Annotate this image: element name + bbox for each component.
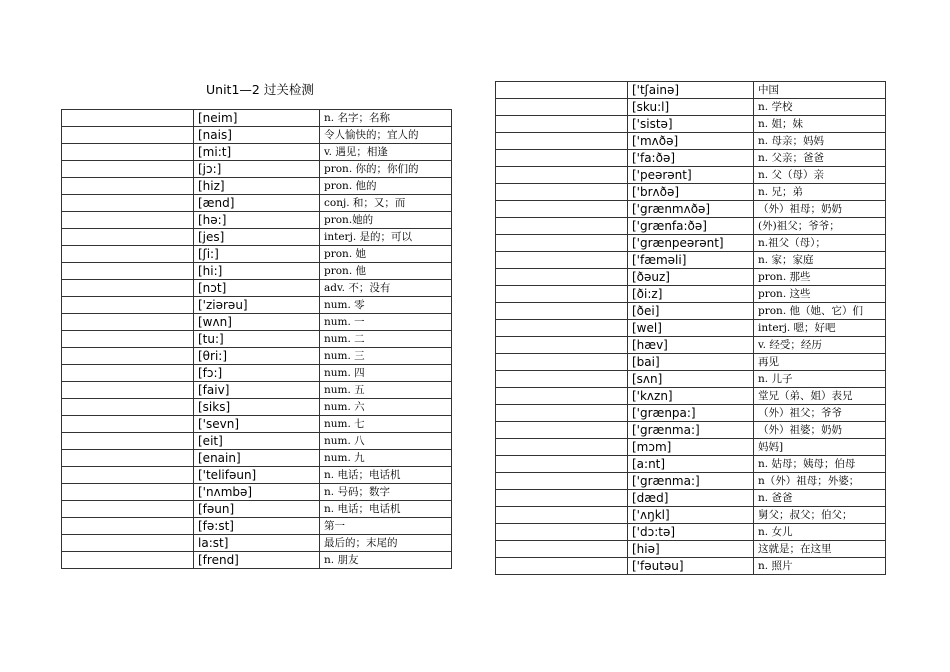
meaning-cell: n. 照片 — [754, 558, 886, 575]
table-row — [62, 348, 452, 365]
phonetic-cell: ['peərənt] — [628, 167, 754, 184]
meaning-cell: n. 母亲；妈妈 — [754, 133, 886, 150]
phonetic-cell: [enain] — [194, 450, 320, 467]
meaning-cell: pron. 他（她、它）们 — [754, 303, 886, 320]
phonetic-cell: [bai] — [628, 354, 754, 371]
phonetic-cell: ['ʌŋkl] — [628, 507, 754, 524]
meaning-cell: n. 父（母）亲 — [754, 167, 886, 184]
table-row — [62, 518, 452, 535]
word-cell — [496, 286, 628, 303]
table-row — [496, 473, 886, 490]
word-cell — [496, 524, 628, 541]
meaning-cell: n. 名字；名称 — [320, 110, 452, 127]
meaning-cell: num. 九 — [320, 450, 452, 467]
meaning-cell: 再见 — [754, 354, 886, 371]
meaning-cell: n.祖父（母）； — [754, 235, 886, 252]
meaning-cell: num. 八 — [320, 433, 452, 450]
table-row — [62, 365, 452, 382]
word-cell — [62, 314, 194, 331]
word-cell — [496, 541, 628, 558]
meaning-cell: (外)祖父；爷爷； — [754, 218, 886, 235]
phonetic-cell: [hə:] — [194, 212, 320, 229]
phonetic-cell: ['dɔ:tə] — [628, 524, 754, 541]
table-row — [62, 212, 452, 229]
phonetic-cell: [hi:] — [194, 263, 320, 280]
meaning-cell: 中国 — [754, 82, 886, 99]
phonetic-cell: ['grænfa:ðə] — [628, 218, 754, 235]
word-cell — [62, 416, 194, 433]
table-row — [496, 456, 886, 473]
word-cell — [496, 167, 628, 184]
meaning-cell: n. 朋友 — [320, 552, 452, 569]
phonetic-cell: [tu:] — [194, 331, 320, 348]
word-cell — [62, 467, 194, 484]
word-cell — [62, 229, 194, 246]
word-cell — [62, 246, 194, 263]
table-row — [496, 558, 886, 575]
phonetic-cell: [dæd] — [628, 490, 754, 507]
word-cell — [496, 150, 628, 167]
word-cell — [62, 280, 194, 297]
word-cell — [62, 399, 194, 416]
word-cell — [62, 518, 194, 535]
phonetic-cell: [wel] — [628, 320, 754, 337]
phonetic-cell: ['tʃainə] — [628, 82, 754, 99]
meaning-cell: n. 兄；弟 — [754, 184, 886, 201]
meaning-cell: n（外）祖母；外婆； — [754, 473, 886, 490]
word-cell — [62, 552, 194, 569]
phonetic-cell: [fɔ:] — [194, 365, 320, 382]
phonetic-cell: [θri:] — [194, 348, 320, 365]
table-row — [496, 116, 886, 133]
word-cell — [496, 303, 628, 320]
meaning-cell: n. 儿子 — [754, 371, 886, 388]
table-row — [496, 439, 886, 456]
table-row — [62, 178, 452, 195]
phonetic-cell: ['fəutəu] — [628, 558, 754, 575]
meaning-cell: n. 电话；电话机 — [320, 467, 452, 484]
word-cell — [496, 456, 628, 473]
word-cell — [62, 433, 194, 450]
phonetic-cell: ['grænma:] — [628, 473, 754, 490]
phonetic-cell: [faiv] — [194, 382, 320, 399]
meaning-cell: num. 五 — [320, 382, 452, 399]
meaning-cell: pron.她的 — [320, 212, 452, 229]
meaning-cell: n. 号码；数字 — [320, 484, 452, 501]
word-cell — [62, 212, 194, 229]
word-cell — [496, 320, 628, 337]
phonetic-cell: [jes] — [194, 229, 320, 246]
meaning-cell: n. 家；家庭 — [754, 252, 886, 269]
phonetic-cell: [siks] — [194, 399, 320, 416]
word-cell — [496, 218, 628, 235]
vocab-table-left — [61, 109, 452, 569]
meaning-cell: （外）祖父；爷爷 — [754, 405, 886, 422]
word-cell — [62, 365, 194, 382]
page-title: Unit1—2 过关检测 — [206, 82, 314, 97]
table-row — [62, 229, 452, 246]
table-row — [496, 133, 886, 150]
table-row — [496, 320, 886, 337]
word-cell — [496, 82, 628, 99]
table-row — [62, 484, 452, 501]
meaning-cell: n. 父亲；爸爸 — [754, 150, 886, 167]
meaning-cell: （外）祖婆；奶奶 — [754, 422, 886, 439]
phonetic-cell: [sʌn] — [628, 371, 754, 388]
phonetic-cell: [a:nt] — [628, 456, 754, 473]
phonetic-cell: [mi:t] — [194, 144, 320, 161]
phonetic-cell: ['sevn] — [194, 416, 320, 433]
table-row — [62, 382, 452, 399]
table-row — [496, 269, 886, 286]
phonetic-cell: [sku:l] — [628, 99, 754, 116]
meaning-cell: 最后的；末尾的 — [320, 535, 452, 552]
table-row — [62, 399, 452, 416]
table-row — [62, 144, 452, 161]
word-cell — [62, 450, 194, 467]
table-row — [496, 303, 886, 320]
meaning-cell: v. 遇见；相逢 — [320, 144, 452, 161]
meaning-cell: adv. 不；没有 — [320, 280, 452, 297]
phonetic-cell: ['mʌðə] — [628, 133, 754, 150]
meaning-cell: num. 七 — [320, 416, 452, 433]
word-cell — [62, 263, 194, 280]
meaning-cell: 堂兄（弟、姐）表兄 — [754, 388, 886, 405]
table-row — [496, 99, 886, 116]
phonetic-cell: [jɔ:] — [194, 161, 320, 178]
table-row — [496, 184, 886, 201]
table-row — [496, 354, 886, 371]
word-cell — [496, 354, 628, 371]
phonetic-cell: ['grænpa:] — [628, 405, 754, 422]
meaning-cell: n. 电话；电话机 — [320, 501, 452, 518]
phonetic-cell: [neim] — [194, 110, 320, 127]
meaning-cell: conj. 和；又；而 — [320, 195, 452, 212]
phonetic-cell: ['kʌzn] — [628, 388, 754, 405]
meaning-cell: num. 零 — [320, 297, 452, 314]
word-cell — [496, 422, 628, 439]
word-cell — [62, 297, 194, 314]
word-cell — [62, 331, 194, 348]
meaning-cell: （外）祖母；奶奶 — [754, 201, 886, 218]
word-cell — [62, 195, 194, 212]
table-row — [496, 218, 886, 235]
word-cell — [496, 184, 628, 201]
table-row — [62, 314, 452, 331]
phonetic-cell: ['ziərəu] — [194, 297, 320, 314]
word-cell — [62, 161, 194, 178]
meaning-cell: n. 爸爸 — [754, 490, 886, 507]
word-cell — [62, 348, 194, 365]
meaning-cell: num. 一 — [320, 314, 452, 331]
meaning-cell: v. 经受；经历 — [754, 337, 886, 354]
table-row — [496, 252, 886, 269]
phonetic-cell: ['telifəun] — [194, 467, 320, 484]
word-cell — [62, 144, 194, 161]
table-row — [496, 167, 886, 184]
meaning-cell: pron. 你的；你们的 — [320, 161, 452, 178]
meaning-cell: num. 四 — [320, 365, 452, 382]
phonetic-cell: ['sistə] — [628, 116, 754, 133]
table-row — [62, 501, 452, 518]
phonetic-cell: [frend] — [194, 552, 320, 569]
table-row — [496, 422, 886, 439]
meaning-cell: n. 姑母；姨母；伯母 — [754, 456, 886, 473]
meaning-cell: pron. 他的 — [320, 178, 452, 195]
meaning-cell: num. 三 — [320, 348, 452, 365]
table-row — [496, 490, 886, 507]
table-row — [62, 161, 452, 178]
word-cell — [496, 337, 628, 354]
table-row — [62, 280, 452, 297]
phonetic-cell: ['fa:ðə] — [628, 150, 754, 167]
phonetic-cell: ['grænpeərənt] — [628, 235, 754, 252]
word-cell — [496, 388, 628, 405]
table-row — [496, 371, 886, 388]
word-cell — [496, 507, 628, 524]
phonetic-cell: [ænd] — [194, 195, 320, 212]
phonetic-cell: ['nʌmbə] — [194, 484, 320, 501]
word-cell — [496, 558, 628, 575]
phonetic-cell: [nais] — [194, 127, 320, 144]
phonetic-cell: [ðei] — [628, 303, 754, 320]
table-row — [62, 433, 452, 450]
phonetic-cell: ['brʌðə] — [628, 184, 754, 201]
phonetic-cell: [hæv] — [628, 337, 754, 354]
meaning-cell: interj. 嗯；好吧 — [754, 320, 886, 337]
table-row — [62, 450, 452, 467]
table-row — [496, 150, 886, 167]
phonetic-cell: la:st] — [194, 535, 320, 552]
table-row — [62, 297, 452, 314]
table-row — [62, 110, 452, 127]
word-cell — [496, 201, 628, 218]
phonetic-cell: [nɔt] — [194, 280, 320, 297]
phonetic-cell: ['grænmʌðə] — [628, 201, 754, 218]
table-row — [62, 195, 452, 212]
table-row — [62, 246, 452, 263]
meaning-cell: pron. 他 — [320, 263, 452, 280]
phonetic-cell: [hiə] — [628, 541, 754, 558]
phonetic-cell: [wʌn] — [194, 314, 320, 331]
table-row — [496, 541, 886, 558]
word-cell — [496, 235, 628, 252]
word-cell — [496, 99, 628, 116]
word-cell — [496, 116, 628, 133]
meaning-cell: pron. 那些 — [754, 269, 886, 286]
phonetic-cell: [ʃi:] — [194, 246, 320, 263]
phonetic-cell: [ði:z] — [628, 286, 754, 303]
table-row — [496, 405, 886, 422]
word-cell — [62, 535, 194, 552]
meaning-cell: num. 六 — [320, 399, 452, 416]
table-row — [62, 331, 452, 348]
table-row — [62, 535, 452, 552]
phonetic-cell: [hiz] — [194, 178, 320, 195]
meaning-cell: n. 姐；妹 — [754, 116, 886, 133]
phonetic-cell: [fəun] — [194, 501, 320, 518]
table-row — [496, 82, 886, 99]
table-row — [496, 388, 886, 405]
table-row — [496, 201, 886, 218]
table-row — [496, 286, 886, 303]
word-cell — [62, 501, 194, 518]
table-row — [496, 507, 886, 524]
word-cell — [62, 382, 194, 399]
table-row — [62, 552, 452, 569]
meaning-cell: n. 学校 — [754, 99, 886, 116]
meaning-cell: 妈妈] — [754, 439, 886, 456]
meaning-cell: pron. 她 — [320, 246, 452, 263]
word-cell — [496, 473, 628, 490]
table-row — [496, 524, 886, 541]
table-row — [496, 235, 886, 252]
vocab-table-right — [495, 81, 886, 575]
word-cell — [62, 110, 194, 127]
phonetic-cell: ['fæməli] — [628, 252, 754, 269]
word-cell — [496, 439, 628, 456]
word-cell — [496, 269, 628, 286]
word-cell — [62, 178, 194, 195]
phonetic-cell: ['grænma:] — [628, 422, 754, 439]
word-cell — [496, 405, 628, 422]
phonetic-cell: [eit] — [194, 433, 320, 450]
word-cell — [496, 371, 628, 388]
word-cell — [62, 484, 194, 501]
table-row — [496, 337, 886, 354]
meaning-cell: n. 女儿 — [754, 524, 886, 541]
meaning-cell: pron. 这些 — [754, 286, 886, 303]
meaning-cell: 这就是；在这里 — [754, 541, 886, 558]
phonetic-cell: [fə:st] — [194, 518, 320, 535]
phonetic-cell: [ðəuz] — [628, 269, 754, 286]
phonetic-cell: [mɔm] — [628, 439, 754, 456]
table-row — [62, 127, 452, 144]
word-cell — [496, 133, 628, 150]
word-cell — [496, 252, 628, 269]
table-row — [62, 467, 452, 484]
table-row — [62, 263, 452, 280]
word-cell — [62, 127, 194, 144]
meaning-cell: interj. 是的；可以 — [320, 229, 452, 246]
meaning-cell: num. 二 — [320, 331, 452, 348]
meaning-cell: 第一 — [320, 518, 452, 535]
meaning-cell: 舅父；叔父；伯父； — [754, 507, 886, 524]
meaning-cell: 令人愉快的；宜人的 — [320, 127, 452, 144]
word-cell — [496, 490, 628, 507]
table-row — [62, 416, 452, 433]
